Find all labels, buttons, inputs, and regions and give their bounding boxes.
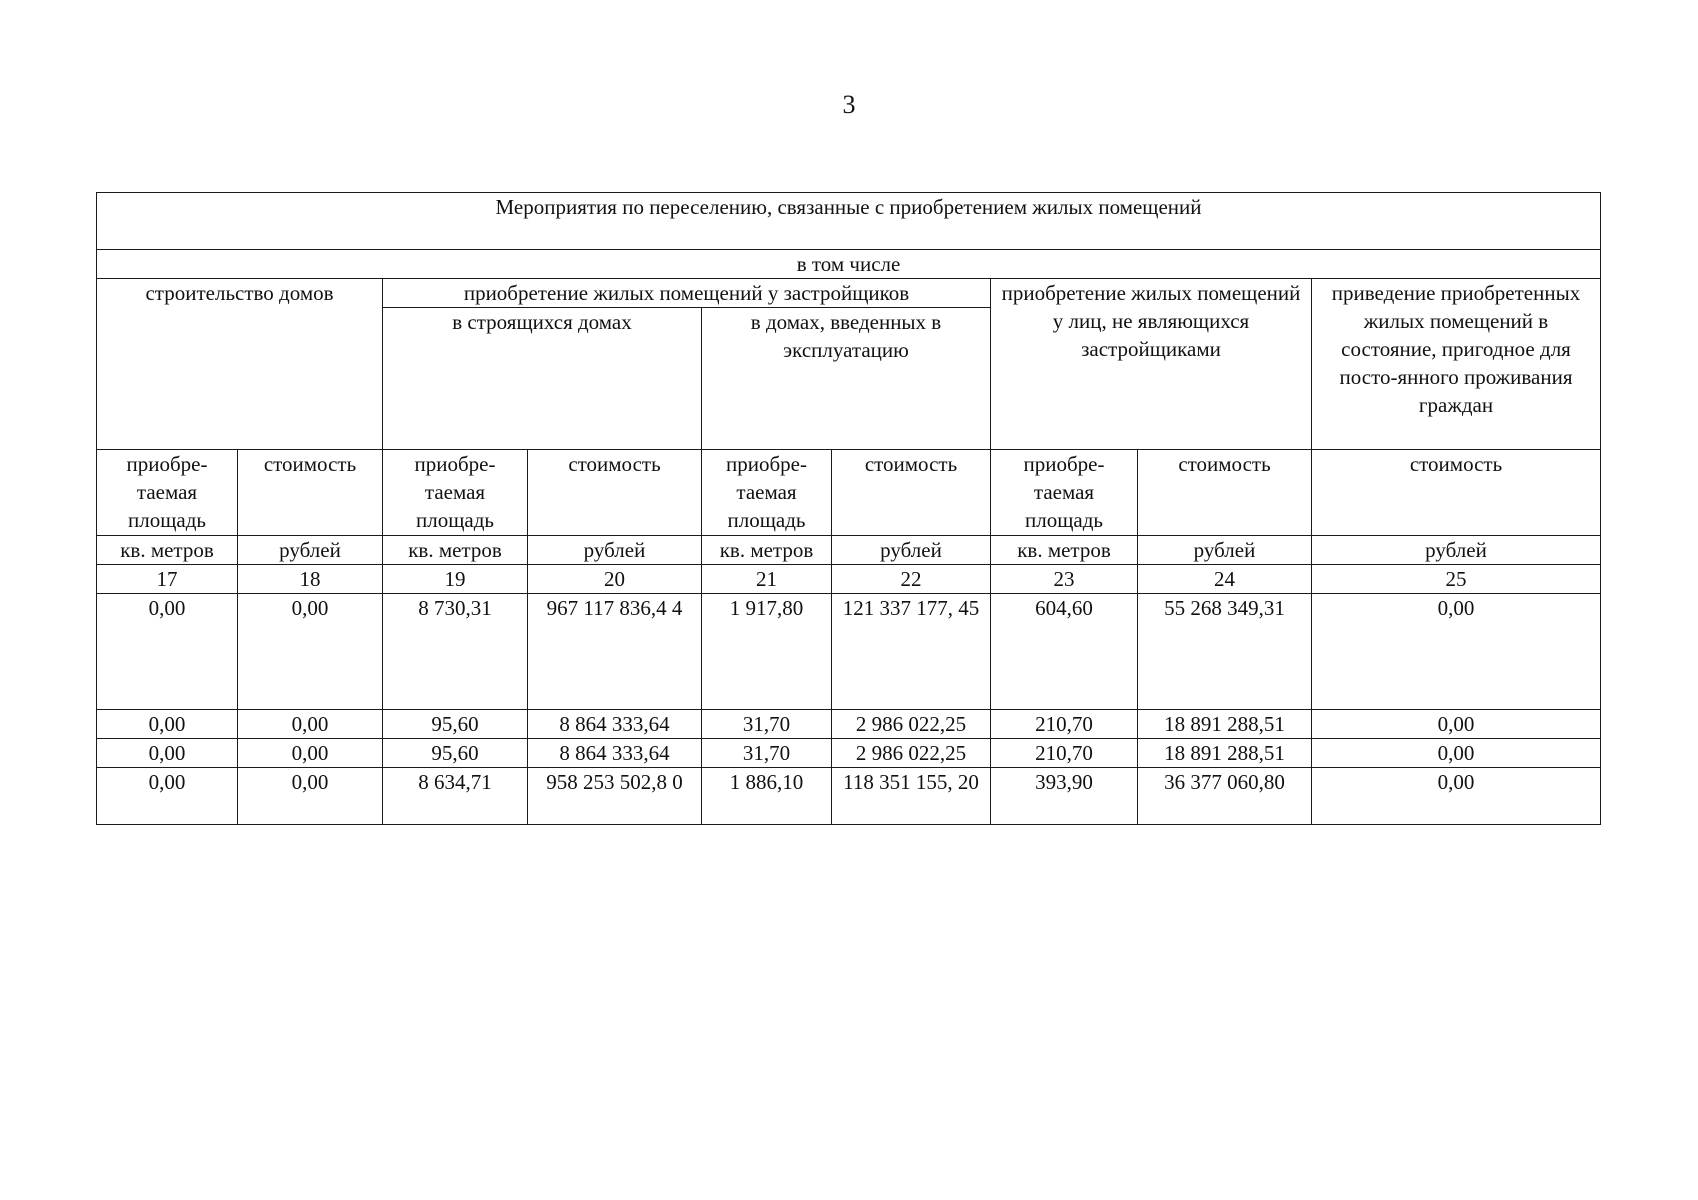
table-cell: 0,00 (1312, 594, 1601, 710)
table-cell: 1 917,80 (702, 594, 832, 710)
developers-header: приобретение жилых помещений у застройщиков (383, 279, 991, 308)
under-construction-header: в строящихся домах (383, 308, 702, 450)
table-cell: 967 117 836,4 4 (528, 594, 702, 710)
table-row (97, 710, 1601, 739)
table-cell: 95,60 (383, 710, 528, 739)
non-developers-header: приобретение жилых помещений у лиц, не являющихся застройщиками (991, 279, 1312, 450)
unit-rub: рублей (528, 536, 702, 565)
column-number: 18 (238, 565, 383, 594)
column-number: 24 (1138, 565, 1312, 594)
column-number: 21 (702, 565, 832, 594)
table-cell: 31,70 (702, 710, 832, 739)
table-cell: 0,00 (1312, 739, 1601, 768)
table-cell: 0,00 (238, 710, 383, 739)
column-number: 19 (383, 565, 528, 594)
table-cell: 18 891 288,51 (1138, 710, 1312, 739)
bringing-to-condition-header: приведение приобретенных жилых помещений в состояние, пригодное для посто-янного проживания граждан (1312, 279, 1601, 450)
table-cell: 36 377 060,80 (1138, 768, 1312, 825)
table-cell: 1 886,10 (702, 768, 832, 825)
unit-rub: рублей (832, 536, 991, 565)
area-header: приобре-таемая площадь (97, 450, 238, 536)
commissioned-header: в домах, введенных в эксплуатацию (702, 308, 991, 450)
resettlement-table (96, 192, 1601, 825)
column-number: 23 (991, 565, 1138, 594)
table-cell: 0,00 (238, 739, 383, 768)
cost-header: стоимость (832, 450, 991, 536)
table-cell: 2 986 022,25 (832, 710, 991, 739)
table-cell: 0,00 (97, 739, 238, 768)
table-cell: 8 864 333,64 (528, 739, 702, 768)
unit-sqm: кв. метров (383, 536, 528, 565)
table-cell: 0,00 (97, 710, 238, 739)
table-cell: 121 337 177, 45 (832, 594, 991, 710)
page-number: 3 (842, 90, 856, 119)
table-cell: 55 268 349,31 (1138, 594, 1312, 710)
table-cell: 31,70 (702, 739, 832, 768)
table-cell: 0,00 (97, 594, 238, 710)
table-cell: 0,00 (238, 768, 383, 825)
cost-header: стоимость (528, 450, 702, 536)
table-row (97, 739, 1601, 768)
table-title: Мероприятия по переселению, связанные с приобретением жилых помещений (97, 193, 1601, 250)
table-cell: 958 253 502,8 0 (528, 768, 702, 825)
area-header: приобре-таемая площадь (702, 450, 832, 536)
table-cell: 8 634,71 (383, 768, 528, 825)
table-cell: 604,60 (991, 594, 1138, 710)
table-cell: 0,00 (1312, 710, 1601, 739)
table-row (97, 594, 1601, 710)
column-number: 22 (832, 565, 991, 594)
table-cell: 8 730,31 (383, 594, 528, 710)
including-header: в том числе (97, 250, 1601, 279)
area-header: приобре-таемая площадь (383, 450, 528, 536)
table-cell: 210,70 (991, 739, 1138, 768)
unit-sqm: кв. метров (991, 536, 1138, 565)
unit-rub: рублей (238, 536, 383, 565)
table-cell: 8 864 333,64 (528, 710, 702, 739)
table-cell: 2 986 022,25 (832, 739, 991, 768)
column-number: 20 (528, 565, 702, 594)
unit-rub: рублей (1312, 536, 1601, 565)
area-header: приобре-таемая площадь (991, 450, 1138, 536)
table-cell: 210,70 (991, 710, 1138, 739)
table-cell: 18 891 288,51 (1138, 739, 1312, 768)
unit-sqm: кв. метров (702, 536, 832, 565)
cost-header: стоимость (1312, 450, 1601, 536)
table-cell: 95,60 (383, 739, 528, 768)
table-cell: 0,00 (1312, 768, 1601, 825)
cost-header: стоимость (238, 450, 383, 536)
table-row (97, 768, 1601, 825)
cost-header: стоимость (1138, 450, 1312, 536)
unit-sqm: кв. метров (97, 536, 238, 565)
table-cell: 393,90 (991, 768, 1138, 825)
construction-header: строительство домов (97, 279, 383, 450)
column-number: 17 (97, 565, 238, 594)
table-cell: 0,00 (97, 768, 238, 825)
column-number: 25 (1312, 565, 1601, 594)
unit-rub: рублей (1138, 536, 1312, 565)
table-cell: 0,00 (238, 594, 383, 710)
table-cell: 118 351 155, 20 (832, 768, 991, 825)
